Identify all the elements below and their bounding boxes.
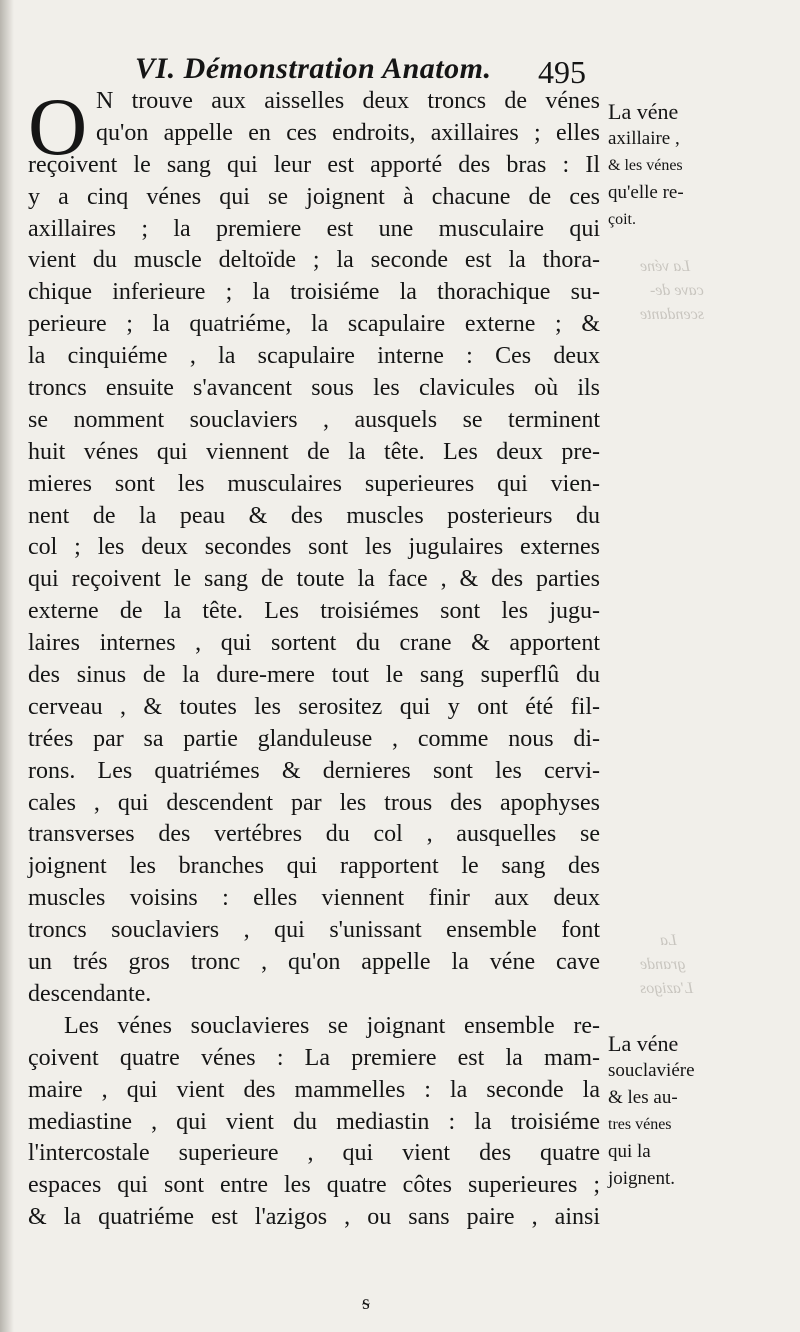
text-line: chique inferieure ; la troisiéme la thorachique su- xyxy=(28,279,600,306)
text-line: çoivent quatre vénes : La premiere est la mam- xyxy=(28,1044,600,1071)
margin-note-line: joignent. xyxy=(608,1168,676,1189)
text-line: transverses des vertébres du col , ausquelles se xyxy=(28,821,600,848)
footer-mark: ᵴ xyxy=(362,1292,370,1314)
margin-note-line: & les vénes xyxy=(608,157,683,174)
text-line: huit vénes qui viennent de la tête. Les deux pre- xyxy=(28,438,600,465)
text-line: troncs ensuite s'avancent sous les clavicules où ils xyxy=(28,375,600,402)
text-line: y a cinq vénes qui se joignent à chacune de ces xyxy=(28,183,600,210)
text-line: trées par sa partie glanduleuse , comme nous di- xyxy=(28,725,600,752)
margin-note-line: La véne xyxy=(608,1031,679,1056)
text-line: mieres sont les musculaires superieures qui vien- xyxy=(28,470,600,497)
text-line: cerveau , & toutes les serositez qui y ont été fil- xyxy=(28,693,600,720)
text-line: Les vénes souclavieres se joignant ensemble re- xyxy=(64,1012,600,1039)
text-line: axillaires ; la premiere est une musculaire qui xyxy=(28,215,600,242)
bleed-through-text: grande xyxy=(640,956,686,973)
text-line: vient du muscle deltoïde ; la seconde est la thora- xyxy=(28,247,600,274)
text-line: reçoivent le sang qui leur est apporté des bras : Il xyxy=(28,151,600,178)
text-line: la cinquiéme , la scapulaire interne : Ces deux xyxy=(28,343,600,370)
text-line: qu'on appelle en ces endroits, axillaires ; elles xyxy=(96,119,600,146)
text-line: espaces qui sont entre les quatre côtes superieures ; xyxy=(28,1172,600,1199)
text-line: maire , qui vient des mammelles : la seconde la xyxy=(28,1076,600,1103)
text-line: qui reçoivent le sang de toute la face , & des parties xyxy=(28,566,600,593)
text-line: & la quatriéme est l'azigos , ou sans paire , ainsi xyxy=(28,1204,600,1231)
page-edge-shadow xyxy=(0,0,14,1332)
text-line: N trouve aux aisselles deux troncs de vénes xyxy=(96,88,600,114)
drop-cap: O xyxy=(28,81,88,172)
margin-note-line: axillaire , xyxy=(608,128,680,149)
text-line: joignent les branches qui rapportent le sang des xyxy=(28,853,600,880)
main-text-block xyxy=(28,81,600,1234)
text-line: col ; les deux secondes sont les jugulaires externes xyxy=(28,534,600,561)
margin-note-line: La véne xyxy=(608,99,679,124)
text-line: mediastine , qui vient du mediastin : la troisiéme xyxy=(28,1108,600,1135)
bleed-through-text: scendante xyxy=(640,306,704,323)
margin-note-axillary xyxy=(608,98,798,233)
margin-note-line: qu'elle re- xyxy=(608,182,684,203)
text-line: laires internes , qui sortent du crane & apportent xyxy=(28,630,600,657)
bleed-through-text: L'azigos xyxy=(640,980,694,997)
text-line: un trés gros tronc , qu'on appelle la véne cave xyxy=(28,949,600,976)
margin-note-line: & les au- xyxy=(608,1087,678,1108)
bleed-through-text: cave de- xyxy=(650,282,704,299)
page-number: 495 xyxy=(538,54,586,90)
text-line: se nomment souclaviers , ausquels se terminent xyxy=(28,406,600,433)
bleed-through-text: La xyxy=(660,932,677,949)
margin-note-line: qui la xyxy=(608,1141,651,1162)
text-line: perieure ; la quatriéme, la scapulaire externe ; & xyxy=(28,311,600,338)
margin-note-line: çoit. xyxy=(608,211,636,228)
text-line: externe de la tête. Les troisiémes sont les jugu- xyxy=(28,598,600,625)
text-line: cales , qui descendent par les trous des apophyses xyxy=(28,789,600,816)
text-line: l'intercostale superieure , qui vient des quatre xyxy=(28,1140,600,1167)
text-line: troncs souclaviers , qui s'unissant ensemble font xyxy=(28,917,600,944)
margin-note-line: souclaviére xyxy=(608,1060,695,1081)
running-head: VI. Démonstration Anatom. xyxy=(135,52,492,85)
text-line: rons. Les quatriémes & dernieres sont les cervi- xyxy=(28,757,600,784)
text-line: descendante. xyxy=(28,980,152,1007)
margin-note-line: tres vénes xyxy=(608,1116,672,1133)
text-line: muscles voisins : elles viennent finir aux deux xyxy=(28,885,600,912)
text-line: nent de la peau & des muscles posterieurs du xyxy=(28,502,600,529)
text-line: des sinus de la dure-mere tout le sang superflû du xyxy=(28,662,600,689)
bleed-through-text: La véne xyxy=(640,258,691,275)
margin-note-subclavian xyxy=(608,1030,798,1192)
